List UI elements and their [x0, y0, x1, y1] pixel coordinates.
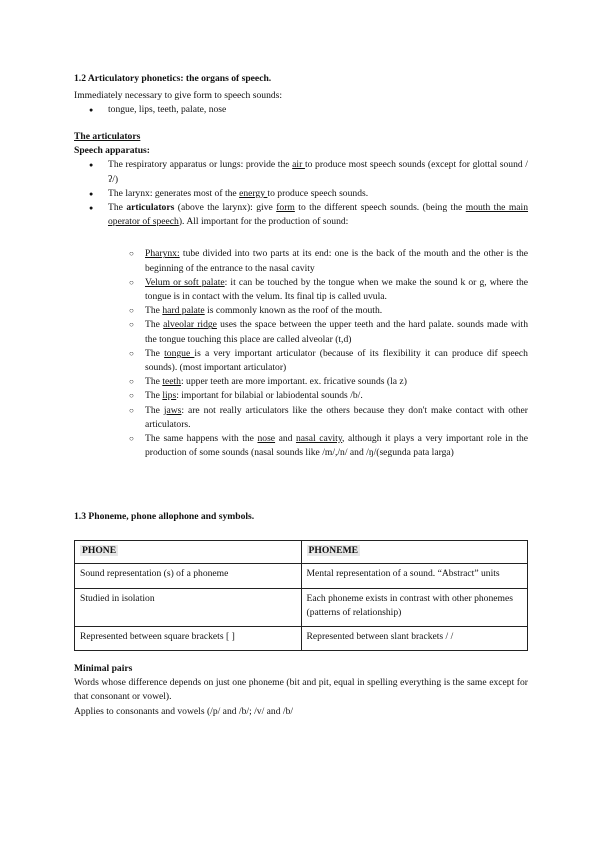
list-item: ● tongue, lips, teeth, palate, nose	[74, 103, 528, 117]
list-item: ○ The tongue is a very important articulator (because of its flexibility it can produce dif speech sounds). (most important articulator)	[74, 347, 528, 375]
section-1-2	[74, 72, 528, 118]
list-item: ● The articulators (above the larynx): give form to the different speech sounds. (being the mouth the main operator of speech). All important for the production of sound:	[74, 201, 528, 229]
table-row	[75, 589, 528, 627]
list-item: ○ Velum or soft palate: it can be touched by the tongue when we make the sound k or g, where the tongue is in contact with the velum. Its final tip is called uvula.	[74, 276, 528, 304]
section-1-2-intro: Immediately necessary to give form to speech sounds:	[74, 90, 283, 102]
articulators-title: The articulators	[74, 131, 141, 142]
table-cell: Represented between slant brackets / /	[301, 627, 528, 651]
section-1-2-heading: 1.2 Articulatory phonetics: the organs of speech.	[74, 73, 272, 84]
minimal-pairs-title: Minimal pairs	[74, 663, 133, 674]
minimal-pairs-examples: Applies to consonants and vowels (/p/ and /b/; /v/ and /b/	[74, 705, 294, 717]
minimal-pairs-definition: Words whose difference depends on just one phoneme (bit and pit, equal in spelling everything is the same except for that consonant or vowel).	[74, 677, 528, 703]
table-cell: Sound representation (s) of a phoneme	[75, 564, 302, 589]
organs-list	[74, 103, 528, 117]
section-1-3	[74, 510, 528, 524]
section-1-3-heading: 1.3 Phoneme, phone allophone and symbols.	[74, 511, 255, 522]
list-item: ○ The same happens with the nose and nasal cavity, although it plays a very important role in the production of some sounds (nasal sounds like /m/,/n/ and /ŋ/(segunda pata larga)	[74, 432, 528, 460]
table-header-cell: PHONEME	[301, 541, 528, 564]
speech-apparatus-list	[74, 158, 528, 229]
table-row	[75, 564, 528, 589]
articulators-subtitle: Speech apparatus:	[74, 145, 150, 157]
list-item: ○ The jaws: are not really articulators like the others because they don't make contact with other articulators.	[74, 404, 528, 432]
table-header-cell: PHONE	[75, 541, 302, 564]
list-item: ○ The lips: important for bilabial or labiodental sounds /b/.	[74, 389, 528, 403]
table-cell: Mental representation of a sound. “Abstract” units	[301, 564, 528, 589]
minimal-pairs-section	[74, 662, 528, 719]
list-item: ○ The teeth: upper teeth are more important. ex. fricative sounds (la z)	[74, 375, 528, 389]
phone-phoneme-table	[74, 540, 528, 651]
table-cell: Studied in isolation	[75, 589, 302, 627]
table-cell: Represented between square brackets [ ]	[75, 627, 302, 651]
table-row	[75, 627, 528, 651]
list-item: ○ The alveolar ridge uses the space between the upper teeth and the hard palate. sounds made with the tongue touching this place are called alveolar (t,d)	[74, 318, 528, 346]
table-cell: Each phoneme exists in contrast with other phonemes (patterns of relationship)	[301, 589, 528, 627]
list-item: ● The larynx: generates most of the energy to produce speech sounds.	[74, 187, 528, 201]
list-item: ○ Pharynx: tube divided into two parts at its end: one is the back of the mouth and the other is the beginning of the entrance to the nasal cavity	[74, 247, 528, 275]
list-item: ● The respiratory apparatus or lungs: provide the air to produce most speech sounds (except for glottal sound /ʔ/)	[74, 158, 528, 186]
articulators-sublist	[74, 247, 528, 460]
table-row	[75, 541, 528, 564]
list-item: ○ The hard palate is commonly known as the roof of the mouth.	[74, 304, 528, 318]
articulators-section	[74, 130, 528, 460]
